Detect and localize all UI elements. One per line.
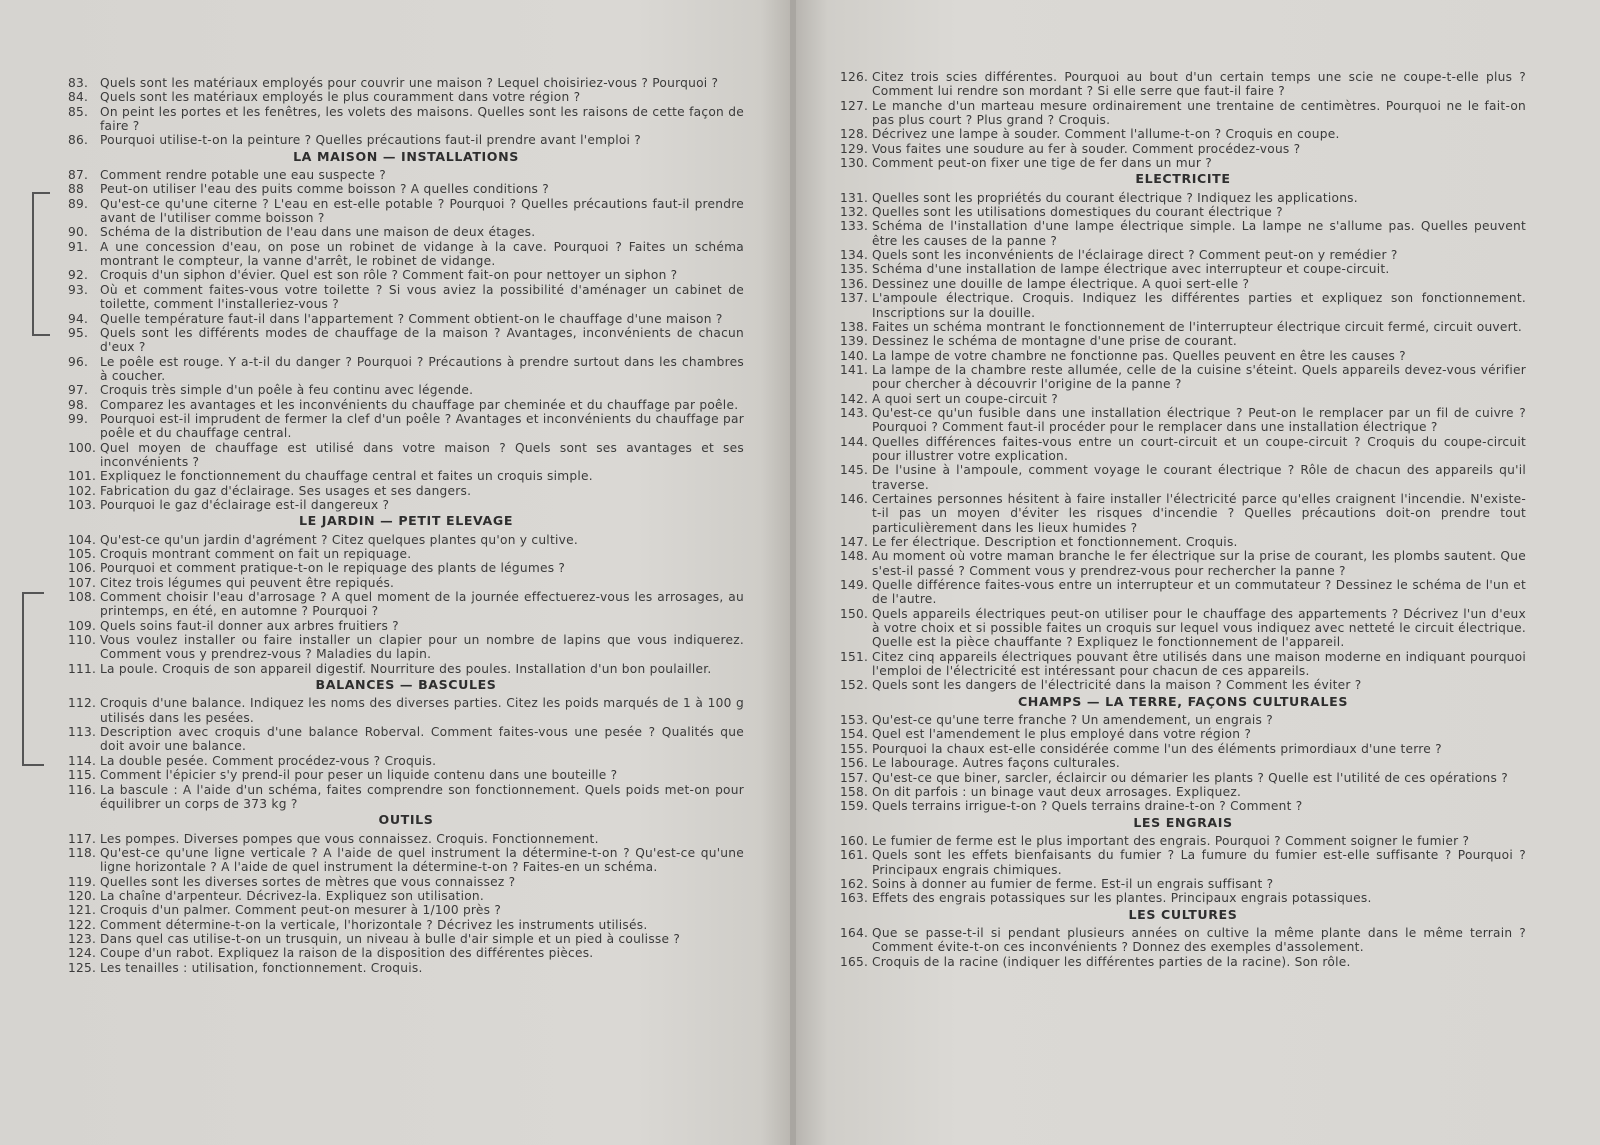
- question-item: [68, 182, 744, 196]
- question-number: 122.: [68, 917, 97, 932]
- question-item: [68, 76, 744, 90]
- question-number: 104.: [68, 532, 97, 547]
- question-number: 124.: [68, 946, 97, 961]
- question-text: Quels sont les différents modes de chauffage de la maison ? Avantages, inconvénients de chacun d'eux ?: [100, 325, 744, 355]
- question-item: [68, 398, 744, 412]
- question-item: [840, 834, 1526, 848]
- question-number: 146.: [840, 491, 869, 506]
- question-text: Comment détermine-t-on la verticale, l'horizontale ? Décrivez les instruments utilisés.: [100, 917, 648, 932]
- question-number: 130.: [840, 156, 869, 171]
- question-text: Faites un schéma montrant le fonctionnement de l'interrupteur électrique circuit fermé, circuit ouvert.: [872, 319, 1523, 334]
- question-text: La lampe de votre chambre ne fonctionne pas. Quelles peuvent en être les causes ?: [872, 348, 1406, 363]
- question-number: 85.: [68, 104, 89, 119]
- question-text: Quels appareils électriques peut-on utiliser pour le chauffage des appartements ? Décrivez l'un d'eux à votre choix et si possible faites un croquis sur lequel vous indiquez avec netteté le circuit électrique. Quelle est la pièce chauffante ? Expliquez le fonctionnement de l'appareil.: [872, 606, 1526, 650]
- question-item: [68, 633, 744, 662]
- question-item: [840, 742, 1526, 756]
- question-item: [840, 926, 1526, 955]
- question-number: 159.: [840, 799, 869, 814]
- question-text: Où et comment faites-vous votre toilette ? Si vous aviez la possibilité d'aménager un cabinet de toilette, comment l'installeriez-vous ?: [100, 282, 744, 312]
- question-text: Croquis d'une balance. Indiquez les noms des diverses parties. Citez les poids marqués de 1 à 100 g utilisés dans les pesées.: [100, 696, 744, 725]
- question-text: Le fumier de ferme est le plus important des engrais. Pourquoi ? Comment soigner le fumier ?: [872, 833, 1470, 848]
- question-text: Croquis d'un palmer. Comment peut-on mesurer à 1/100 près ?: [100, 903, 502, 918]
- question-item: [68, 576, 744, 590]
- question-text: A quoi sert un coupe-circuit ?: [872, 391, 1058, 406]
- section-heading: LA MAISON — INSTALLATIONS: [293, 148, 519, 164]
- question-item: [68, 168, 744, 182]
- question-text: Qu'est-ce qu'un fusible dans une installation électrique ? Peut-on le remplacer par un fil de cuivre ? Pourquoi ? Comment faut-il procéder pour le remplacer dans une installation électrique ?: [872, 405, 1526, 435]
- question-text: La double pesée. Comment procédez-vous ? Croquis.: [100, 753, 437, 768]
- question-number: 83.: [68, 76, 89, 90]
- question-item: [68, 90, 744, 104]
- question-item: [68, 725, 744, 754]
- question-item: [68, 268, 744, 282]
- question-item: [68, 875, 744, 889]
- section-heading: BALANCES — BASCULES: [315, 677, 497, 693]
- question-item: [840, 156, 1526, 170]
- question-text: Quelles sont les utilisations domestiques du courant électrique ?: [872, 205, 1283, 220]
- question-number: 150.: [840, 606, 869, 621]
- question-number: 89.: [68, 196, 89, 211]
- question-number: 145.: [840, 463, 869, 478]
- question-text: Qu'est-ce qu'une ligne verticale ? A l'aide de quel instrument la détermine-t-on ? Qu'est-ce qu'une ligne horizontale ? A l'aide de quel instrument la détermine-t-on ? Faites-en un schéma.: [100, 845, 744, 875]
- question-item: [840, 785, 1526, 799]
- question-item: [68, 355, 744, 384]
- question-text: Citez trois scies différentes. Pourquoi au bout d'un certain temps une scie ne coupe-t-elle plus ? Comment lui rendre son mordant ? Si elle serre que faut-il faire ?: [872, 70, 1526, 99]
- question-item: [840, 334, 1526, 348]
- left-question-column: [68, 76, 744, 975]
- question-number: 164.: [840, 925, 869, 940]
- question-text: Schéma de la distribution de l'eau dans une maison de deux étages.: [100, 225, 536, 240]
- question-text: Peut-on utiliser l'eau des puits comme boisson ? A quelles conditions ?: [100, 182, 550, 197]
- question-item: [840, 848, 1526, 877]
- question-item: [68, 561, 744, 575]
- question-number: 152.: [840, 678, 869, 693]
- question-number: 135.: [840, 262, 869, 277]
- question-number: 121.: [68, 903, 97, 918]
- question-text: Vous voulez installer ou faire installer un clapier pour un nombre de lapins que vous indiquerez. Comment vous y prendrez-vous ? Maladies du lapin.: [100, 633, 744, 662]
- question-item: [840, 435, 1526, 464]
- question-text: Quels sont les matériaux employés pour couvrir une maison ? Lequel choisiriez-vous ? Pourquoi ?: [100, 76, 719, 90]
- question-text: Quels sont les effets bienfaisants du fumier ? La fumure du fumier est-elle suffisante ? Pourquoi ? Principaux engrais chimiques.: [872, 848, 1526, 877]
- question-number: 120.: [68, 888, 97, 903]
- right-question-column: [840, 70, 1526, 969]
- question-item: [68, 498, 744, 512]
- question-text: Comment choisir l'eau d'arrosage ? A quel moment de la journée effectuerez-vous les arrosages, au printemps, en été, en automne ? Pourquoi ?: [100, 590, 744, 619]
- question-text: Quel moyen de chauffage est utilisé dans votre maison ? Quels sont ses avantages et ses inconvénients ?: [100, 440, 744, 469]
- question-number: 162.: [840, 876, 869, 891]
- question-number: 115.: [68, 768, 97, 783]
- question-item: [68, 225, 744, 239]
- question-number: 132.: [840, 205, 869, 220]
- question-text: Croquis montrant comment on fait un repiquage.: [100, 547, 412, 561]
- question-item: [840, 771, 1526, 785]
- question-text: Schéma de l'installation d'une lampe électrique simple. La lampe ne s'allume pas. Quelles peuvent être les causes de la panne ?: [872, 219, 1526, 248]
- question-text: Quels sont les matériaux employés le plus couramment dans votre région ?: [100, 90, 581, 105]
- section-heading: CHAMPS — LA TERRE, FAÇONS CULTURALES: [1017, 693, 1349, 709]
- question-number: 147.: [840, 535, 869, 549]
- section-heading: ELECTRICITE: [1135, 171, 1231, 187]
- question-item: [840, 678, 1526, 692]
- question-number: 140.: [840, 348, 869, 363]
- question-number: 165.: [840, 954, 869, 969]
- question-text: Dessinez une douille de lampe électrique. A quoi sert-elle ?: [872, 276, 1250, 291]
- question-item: [840, 607, 1526, 650]
- question-item: [68, 832, 744, 846]
- question-item: [68, 783, 744, 812]
- question-text: Soins à donner au fumier de ferme. Est-il un engrais suffisant ?: [872, 876, 1274, 891]
- section-heading: LES CULTURES: [1128, 906, 1238, 922]
- question-number: 131.: [840, 190, 869, 205]
- question-number: 136.: [840, 276, 869, 291]
- question-text: Le manche d'un marteau mesure ordinairement une trentaine de centimètres. Pourquoi ne le fait-on pas plus court ? Plus grand ? Croquis.: [872, 98, 1526, 128]
- question-number: 98.: [68, 397, 89, 412]
- question-number: 116.: [68, 782, 97, 797]
- question-number: 158.: [840, 784, 869, 799]
- question-number: 108.: [68, 590, 97, 605]
- question-number: 103.: [68, 497, 97, 512]
- question-text: Comment rendre potable une eau suspecte ?: [100, 168, 386, 183]
- question-item: [68, 754, 744, 768]
- question-text: On peint les portes et les fenêtres, les volets des maisons. Quelles sont les raisons de cette façon de faire ?: [100, 104, 744, 134]
- question-number: 123.: [68, 931, 97, 946]
- question-item: [68, 326, 744, 355]
- left-page: [0, 0, 792, 1145]
- pencil-bracket-mark: [22, 592, 44, 766]
- question-text: Quelles différences faites-vous entre un court-circuit et un coupe-circuit ? Croquis du coupe-circuit pour illustrer votre explication.: [872, 434, 1526, 463]
- question-number: 105.: [68, 547, 97, 561]
- question-number: 142.: [840, 391, 869, 406]
- question-text: Quels terrains irrigue-t-on ? Quels terrains draine-t-on ? Comment ?: [872, 799, 1303, 814]
- question-item: [68, 547, 744, 561]
- question-number: 160.: [840, 833, 869, 848]
- question-text: Le labourage. Autres façons culturales.: [872, 756, 1121, 771]
- question-text: Le poêle est rouge. Y a-t-il du danger ? Pourquoi ? Précautions à prendre surtout dans les chambres à coucher.: [100, 354, 744, 383]
- question-number: 128.: [840, 127, 869, 142]
- question-item: [840, 799, 1526, 813]
- pencil-bracket-mark: [32, 192, 50, 336]
- question-item: [840, 406, 1526, 435]
- question-text: L'ampoule électrique. Croquis. Indiquez les différentes parties et expliquez son fonctionnement. Inscriptions sur la douille.: [872, 291, 1526, 320]
- question-number: 163.: [840, 891, 869, 906]
- question-text: De l'usine à l'ampoule, comment voyage le courant électrique ? Rôle de chacun des appareils qu'il traverse.: [872, 463, 1526, 492]
- question-number: 102.: [68, 483, 97, 498]
- question-item: [840, 877, 1526, 891]
- question-text: Croquis de la racine (indiquer les différentes parties de la racine). Son rôle.: [872, 954, 1351, 969]
- question-item: [68, 105, 744, 134]
- question-item: [840, 205, 1526, 219]
- question-item: [68, 383, 744, 397]
- question-item: [68, 932, 744, 946]
- question-number: 153.: [840, 713, 869, 728]
- question-number: 157.: [840, 770, 869, 785]
- question-item: [840, 363, 1526, 392]
- question-number: 126.: [840, 70, 869, 84]
- question-text: Effets des engrais potassiques sur les plantes. Principaux engrais potassiques.: [872, 891, 1372, 906]
- question-text: Comment peut-on fixer une tige de fer dans un mur ?: [872, 156, 1212, 171]
- question-text: Qu'est-ce qu'une terre franche ? Un amendement, un engrais ?: [872, 713, 1273, 728]
- question-text: Décrivez une lampe à souder. Comment l'allume-t-on ? Croquis en coupe.: [872, 127, 1340, 142]
- question-number: 87.: [68, 168, 89, 183]
- question-text: Pourquoi est-il imprudent de fermer la clef d'un poêle ? Avantages et inconvénients du chauffage par poêle et du chauffage central.: [100, 411, 744, 441]
- question-number: 86.: [68, 133, 89, 148]
- question-number: 154.: [840, 727, 869, 742]
- question-item: [840, 891, 1526, 905]
- question-number: 149.: [840, 578, 869, 593]
- question-text: Citez cinq appareils électriques pouvant être utilisés dans une maison moderne en indiquant pourquoi l'emploi de l'électricité est intéressant pour chacun de ces appareils.: [872, 649, 1526, 679]
- question-item: [68, 133, 744, 147]
- question-number: 109.: [68, 618, 97, 633]
- question-text: Croquis très simple d'un poêle à feu continu avec légende.: [100, 383, 474, 398]
- question-text: Expliquez le fonctionnement du chauffage central et faites un croquis simple.: [100, 469, 593, 484]
- question-number: 112.: [68, 696, 97, 711]
- question-text: Quelles sont les diverses sortes de mètres que vous connaissez ?: [100, 874, 516, 889]
- question-text: Quelles sont les propriétés du courant électrique ? Indiquez les applications.: [872, 190, 1358, 205]
- question-text: Pourquoi le gaz d'éclairage est-il dangereux ?: [100, 497, 390, 512]
- question-number: 127.: [840, 98, 869, 113]
- question-item: [68, 533, 744, 547]
- question-text: Qu'est-ce que biner, sarcler, éclaircir ou démarier les plants ? Quelle est l'utilité de ces opérations ?: [872, 770, 1508, 785]
- question-number: 84.: [68, 90, 89, 105]
- question-text: Schéma d'une installation de lampe électrique avec interrupteur et coupe-circuit.: [872, 262, 1390, 277]
- question-item: [68, 412, 744, 441]
- question-text: Quelle température faut-il dans l'appartement ? Comment obtient-on le chauffage d'une maison ?: [100, 311, 723, 326]
- question-number: 90.: [68, 225, 89, 240]
- question-item: [68, 469, 744, 483]
- question-text: Qu'est-ce qu'un jardin d'agrément ? Citez quelques plantes qu'on y cultive.: [100, 532, 578, 547]
- question-item: [840, 650, 1526, 679]
- question-item: [68, 946, 744, 960]
- question-item: [840, 70, 1526, 99]
- question-text: Comparez les avantages et les inconvénients du chauffage par cheminée et du chauffage par poêle.: [100, 397, 739, 412]
- question-text: Le fer électrique. Description et fonctionnement. Croquis.: [872, 535, 1238, 549]
- question-text: Au moment où votre maman branche le fer électrique sur la prise de courant, les plombs sautent. Que s'est-il passé ? Comment vous y prendrez-vous pour rechercher la panne ?: [872, 549, 1526, 578]
- question-number: 144.: [840, 434, 869, 449]
- question-item: [840, 191, 1526, 205]
- question-number: 107.: [68, 575, 97, 590]
- question-item: [68, 889, 744, 903]
- question-text: La lampe de la chambre reste allumée, celle de la cuisine s'éteint. Quels appareils devez-vous vérifier pour chercher à découvrir l'origine de la panne ?: [872, 362, 1526, 392]
- right-page: [796, 0, 1600, 1145]
- question-number: 100.: [68, 440, 97, 455]
- question-text: Pourquoi la chaux est-elle considérée comme l'un des éléments primordiaux d'une terre ?: [872, 741, 1442, 756]
- question-item: [840, 320, 1526, 334]
- question-text: La bascule : A l'aide d'un schéma, faites comprendre son fonctionnement. Quels poids met-on pour équilibrer un corps de 373 kg ?: [100, 782, 744, 811]
- question-text: Quel est l'amendement le plus employé dans votre région ?: [872, 727, 1252, 742]
- question-item: [840, 955, 1526, 969]
- question-number: 133.: [840, 219, 869, 234]
- question-item: [68, 619, 744, 633]
- question-number: 99.: [68, 411, 89, 426]
- question-text: Coupe d'un rabot. Expliquez la raison de la disposition des différentes pièces.: [100, 946, 594, 961]
- question-number: 125.: [68, 960, 97, 975]
- question-text: Dessinez le schéma de montagne d'une prise de courant.: [872, 334, 1238, 349]
- question-item: [840, 492, 1526, 535]
- question-text: La chaîne d'arpenteur. Décrivez-la. Expliquez son utilisation.: [100, 888, 485, 903]
- question-text: Fabrication du gaz d'éclairage. Ses usages et ses dangers.: [100, 483, 472, 498]
- question-text: Citez trois légumes qui peuvent être repiqués.: [100, 575, 395, 590]
- question-text: Quels soins faut-il donner aux arbres fruitiers ?: [100, 618, 399, 633]
- question-item: [68, 961, 744, 975]
- question-item: [840, 392, 1526, 406]
- question-text: Pourquoi et comment pratique-t-on le repiquage des plants de légumes ?: [100, 561, 566, 576]
- question-number: 96.: [68, 354, 89, 369]
- question-text: Quelle différence faites-vous entre un interrupteur et un commutateur ? Dessinez le schéma de l'un et de l'autre.: [872, 578, 1526, 607]
- question-item: [840, 463, 1526, 492]
- question-text: Qu'est-ce qu'une citerne ? L'eau en est-elle potable ? Pourquoi ? Quelles précautions faut-il prendre avant de l'utiliser comme boisson ?: [100, 196, 744, 226]
- question-text: Quels sont les dangers de l'électricité dans la maison ? Comment les éviter ?: [872, 678, 1362, 693]
- question-number: 111.: [68, 661, 97, 676]
- question-item: [840, 713, 1526, 727]
- question-item: [840, 277, 1526, 291]
- question-number: 97.: [68, 383, 89, 398]
- question-item: [840, 142, 1526, 156]
- question-number: 117.: [68, 831, 97, 846]
- section-heading: LE JARDIN — PETIT ELEVAGE: [298, 513, 514, 529]
- question-text: On dit parfois : un binage vaut deux arrosages. Expliquez.: [872, 784, 1242, 799]
- question-number: 88: [68, 182, 85, 197]
- question-text: La poule. Croquis de son appareil digestif. Nourriture des poules. Installation d'un bon poulailler.: [100, 661, 712, 676]
- question-item: [840, 549, 1526, 578]
- question-number: 156.: [840, 756, 869, 771]
- question-text: A une concession d'eau, on pose un robinet de vidange à la cave. Pourquoi ? Faites un schéma montrant le compteur, la vanne d'arrêt, le robinet de vidange.: [100, 239, 744, 269]
- question-number: 119.: [68, 874, 97, 889]
- question-item: [68, 768, 744, 782]
- question-item: [840, 219, 1526, 248]
- question-number: 139.: [840, 334, 869, 349]
- question-number: 113.: [68, 725, 97, 740]
- question-text: Les tenailles : utilisation, fonctionnement. Croquis.: [100, 960, 423, 975]
- question-number: 91.: [68, 239, 89, 254]
- question-number: 110.: [68, 633, 97, 648]
- question-number: 93.: [68, 282, 89, 297]
- section-heading: OUTILS: [378, 812, 434, 828]
- question-text: Certaines personnes hésitent à faire installer l'électricité parce qu'elles craignent l'incendie. N'existe-t-il pas un moyen d'éviter les risques d'incendie ? Quelles précautions doit-on prendre tout particulièrement dans les lieux humides ?: [872, 491, 1526, 535]
- section-heading: LES ENGRAIS: [1133, 814, 1233, 830]
- question-item: [840, 99, 1526, 128]
- question-number: 92.: [68, 268, 89, 283]
- question-item: [68, 197, 744, 226]
- question-item: [68, 484, 744, 498]
- question-text: Comment l'épicier s'y prend-il pour peser un liquide contenu dans une bouteille ?: [100, 768, 618, 783]
- question-number: 129.: [840, 141, 869, 156]
- question-item: [840, 349, 1526, 363]
- question-number: 118.: [68, 845, 97, 860]
- question-item: [840, 127, 1526, 141]
- question-number: 151.: [840, 649, 869, 664]
- question-item: [68, 918, 744, 932]
- question-text: Description avec croquis d'une balance Roberval. Comment faites-vous une pesée ? Qualités que doit avoir une balance.: [100, 725, 744, 754]
- question-number: 101.: [68, 469, 97, 484]
- question-text: Pourquoi utilise-t-on la peinture ? Quelles précautions faut-il prendre avant l'emploi ?: [100, 133, 642, 148]
- question-item: [68, 441, 744, 470]
- question-number: 148.: [840, 549, 869, 564]
- question-number: 137.: [840, 291, 869, 306]
- question-text: Croquis d'un siphon d'évier. Quel est son rôle ? Comment fait-on pour nettoyer un siphon ?: [100, 268, 678, 283]
- question-number: 114.: [68, 753, 97, 768]
- question-item: [840, 756, 1526, 770]
- question-number: 143.: [840, 405, 869, 420]
- question-item: [840, 727, 1526, 741]
- question-item: [68, 240, 744, 269]
- question-item: [68, 283, 744, 312]
- question-item: [68, 312, 744, 326]
- question-number: 161.: [840, 848, 869, 863]
- question-item: [68, 696, 744, 725]
- question-item: [840, 578, 1526, 607]
- question-number: 94.: [68, 311, 89, 326]
- question-text: Quels sont les inconvénients de l'éclairage direct ? Comment peut-on y remédier ?: [872, 248, 1398, 263]
- question-number: 134.: [840, 248, 869, 263]
- question-item: [840, 535, 1526, 549]
- question-text: Les pompes. Diverses pompes que vous connaissez. Croquis. Fonctionnement.: [100, 831, 599, 846]
- question-item: [840, 248, 1526, 262]
- question-item: [68, 903, 744, 917]
- question-number: 141.: [840, 362, 869, 377]
- question-item: [840, 291, 1526, 320]
- question-number: 95.: [68, 325, 89, 340]
- question-number: 138.: [840, 319, 869, 334]
- question-item: [68, 590, 744, 619]
- question-item: [840, 262, 1526, 276]
- question-text: Dans quel cas utilise-t-on un trusquin, un niveau à bulle d'air simple et un pied à coulisse ?: [100, 931, 681, 946]
- question-text: Que se passe-t-il si pendant plusieurs années on cultive la même plante dans le même terrain ? Comment évite-t-on ces inconvénients ? Donnez des exemples d'assolement.: [872, 925, 1526, 955]
- question-text: Vous faites une soudure au fer à souder. Comment procédez-vous ?: [872, 141, 1301, 156]
- question-item: [68, 846, 744, 875]
- question-number: 155.: [840, 741, 869, 756]
- question-number: 106.: [68, 561, 97, 576]
- question-item: [68, 662, 744, 676]
